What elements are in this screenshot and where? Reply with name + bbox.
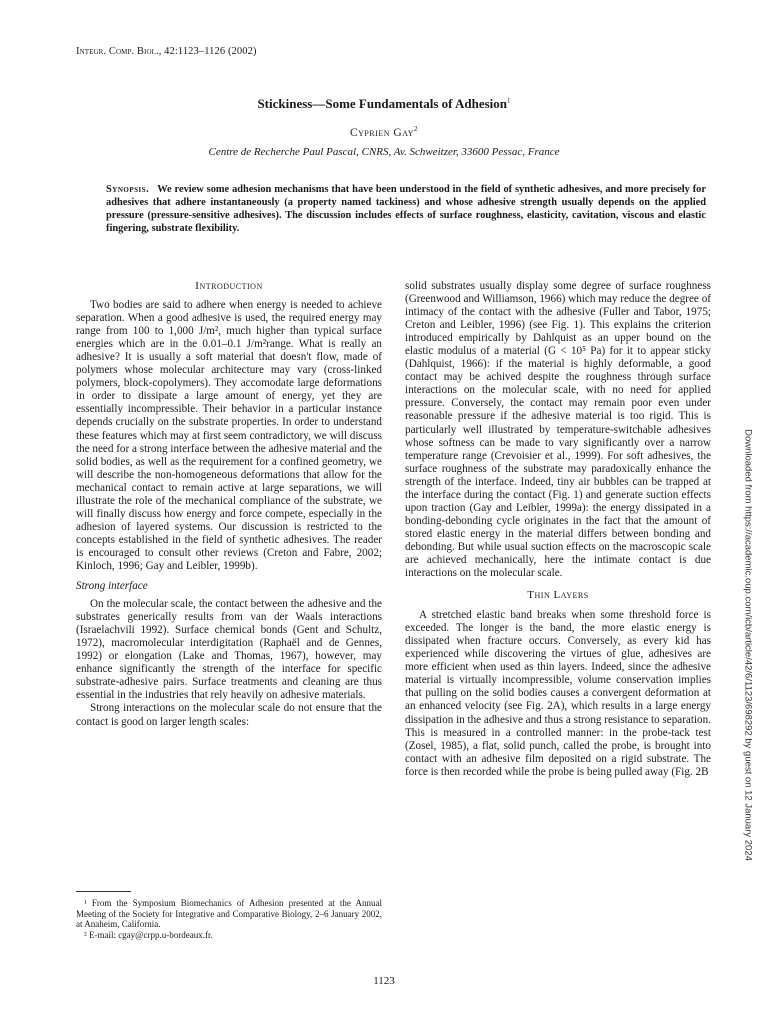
title-text: Stickiness—Some Fundamentals of Adhesion (257, 96, 508, 111)
intro-paragraph: Two bodies are said to adhere when energy is needed to achieve separation. When a good adhesive is used, the required energy may range from 100 to 1,000 J/m², much higher than typical surface energies which are in the 0.01–0.1 J/m²range. What is really an adhesive? It is usually a soft material that doesn't flow, made of polymers whose molecular architecture may vary (cross-linked polymers, block-copolymers). They accomodate large deformations in order to dissipate a large amount of energy, yet they are essentially incompressible. Their behavior in a particular instance depends crucially on the substrate properties. In order to understand these features which may at first seem contradictory, we will discuss the need for a strong interface between the adhesive material and the solid bodies, as well as the requirement for a confined geometry, we will describe the non-homogeneous deformations that allow for the mechanical contact to remain active at large separations, we will illustrate the role of the mechanical compliance of the substrate, we will finally discuss how energy and force compete, especially in the adhesion of layered systems. Our discussion is restricted to the concepts established in the field of synthetic adhesives. The reader is encouraged to consult other reviews (Creton and Fabre, 2002; Kinloch, 1996; Gay and Leibler, 1999b). (76, 299, 382, 572)
strong-interface-paragraph: On the molecular scale, the contact between the adhesive and the substrates generically results from van der Waals interactions (Israelachvili 1992). Surface chemical bonds (Gent and Schultz, 1972), macromolecular interdigitation (Raphaël and de Gennes, 1992) or elongation (Lake and Thomas, 1967), however, may enhance significantly the strength of the interface for specific substrate-adhesive pairs. Surface treatments and cleaning are thus essential in the industries that rely heavily on adhesive materials. (76, 598, 382, 702)
thin-layers-paragraph: A stretched elastic band breaks when some threshold force is exceeded. The longer is the band, the more elastic energy is dissipated when fracture occurs. Conversely, as every kid has experienced while discovering the virtues of glue, adhesives are more efficient when used as thin layers. Indeed, since the adhesive material is virtually incompressible, volume conservation implies that pulling on the solid bodies causes a convergent deformation at an enhanced velocity (see Fig. 2A), which results in a large energy dissipation in the adhesive and thus a strong resistance to separation. This is measured in a controlled manner: in the probe-tack test (Zosel, 1985), a flat, solid punch, called the probe, is brought into contact with an adhesive film deposited on a rigid substrate. The force is then recorded while the probe is being pulled away (Fig. 2B (405, 609, 711, 778)
download-watermark (742, 300, 754, 990)
subheading-strong-interface: Strong interface (76, 580, 148, 593)
synopsis-label: Synopsis. (106, 184, 150, 195)
journal-citation: Integr. Comp. Biol., 42:1123–1126 (2002) (76, 46, 257, 57)
footnote-1: ¹ From the Symposium Biomechanics of Adhesion presented at the Annual Meeting of the Society for Integrative and Comparative Biology, 2–6 January 2002, at Anaheim, California. (76, 898, 382, 930)
synopsis-text: We review some adhesion mechanisms that have been understood in the field of synthetic adhesives, and more precisely for adhesives that adhere instantaneously (a property named tackiness) and whose adhesive strength usually depends on the applied pressure (pressure-sensitive adhesives). The discussion includes effects of surface roughness, elasticity, cavitation, viscous and elastic fingering, substrate flexibility. (106, 184, 706, 235)
page-number: 1123 (373, 975, 395, 987)
footnote-rule (76, 891, 131, 892)
left-column (76, 280, 382, 729)
author-name: Cyprien Gay (349, 126, 415, 139)
strong-interface-paragraph-2: Strong interactions on the molecular scale do not ensure that the contact is good on larger length scales: (76, 702, 382, 728)
affiliation: Centre de Recherche Paul Pascal, CNRS, Av. Schweitzer, 33600 Pessac, France (208, 146, 560, 158)
roughness-paragraph: solid substrates usually display some degree of surface roughness (Greenwood and Williamson, 1966) which may reduce the degree of intimacy of the contact with the adhesive (Fuller and Tabor, 1975; Creton and Leibler, 1996) (see Fig. 1). This explains the criterion introduced empirically by Dahlquist as an upper bound on the elastic modulus of a material (G < 10⁵ Pa) for it to appear sticky (Dahlquist, 1966): if the material is highly deformable, a good contact may be achived despite the roughness through surface interactions on the molecular scale, with no need for applied pressure. Conversely, the contact may remain poor even under reasonable pressure if the adhesive material is too rigid. This is particularly well illustrated by temperature-switchable adhesives whose softness can be made to vary significantly over a narrow temperature range (Crevoisier et al., 1999). For soft adhesives, the surface roughness of the substrate may paradoxically enhance the strength of the interface. Indeed, tiny air bubbles can be trapped at the interface during the contact (Fig. 1) and generate suction effects upon traction (Gay and Leibler, 1999a): the energy dissipated in a bonding-debonding cycle originates in the fact that the amount of stored elastic energy in the material differs between bonding and debonding. But while usual suction effects on the macroscopic scale are achieved mechanically, here the intimate contact is due interactions on the molecular scale. (405, 280, 711, 580)
section-heading-thin-layers: Thin Layers (527, 589, 589, 602)
author-footnote-mark: 2 (414, 125, 419, 133)
article-title (0, 96, 768, 112)
section-heading-introduction: Introduction (195, 280, 263, 292)
footnotes (76, 891, 382, 940)
author (0, 125, 768, 139)
footnote-2: ² E-mail: cgay@crpp.u-bordeaux.fr. (84, 929, 213, 940)
synopsis (106, 183, 706, 235)
right-column (405, 280, 711, 779)
title-footnote-mark: 1 (507, 96, 511, 105)
download-notice: Downloaded from https://academic.oup.com/icb/article/42/6/1123/698292 by guest on 12 January 2024 (742, 429, 754, 861)
